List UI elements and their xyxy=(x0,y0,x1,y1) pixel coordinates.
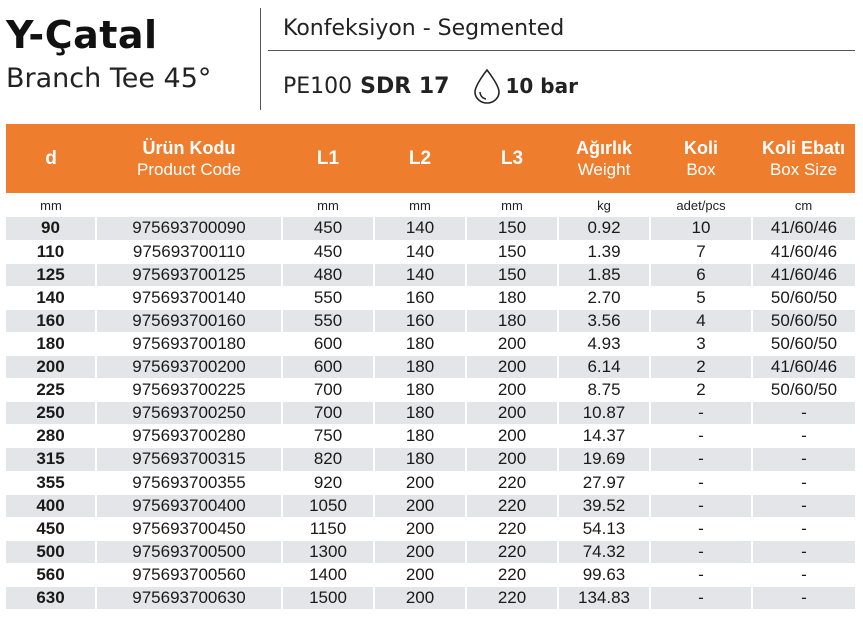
cell-box-size: - xyxy=(752,540,855,563)
table-row xyxy=(6,379,855,402)
cell-box: 10 xyxy=(650,217,752,240)
cell-product-code: 975693700315 xyxy=(96,448,282,471)
cell-box-size: 50/60/50 xyxy=(752,332,855,355)
cell-l2: 200 xyxy=(374,540,466,563)
cell-box-size: - xyxy=(752,448,855,471)
cell-d: 160 xyxy=(6,309,96,332)
cell-box-size: - xyxy=(752,563,855,586)
cell-box-size: 50/60/50 xyxy=(752,286,855,309)
cell-box: 2 xyxy=(650,356,752,379)
product-table xyxy=(6,124,855,610)
table-row xyxy=(6,309,855,332)
cell-box-size: 41/60/46 xyxy=(752,217,855,240)
unit-cell: mm xyxy=(40,197,62,213)
col-header-box: Koli Box xyxy=(684,137,718,179)
col-header-weight: Ağırlık Weight xyxy=(575,137,632,179)
cell-box: 7 xyxy=(650,240,752,263)
cell-d: 315 xyxy=(6,448,96,471)
cell-l3: 150 xyxy=(466,217,558,240)
col-header-product-code: Ürün Kodu Product Code xyxy=(137,137,241,179)
col-header-l3: L3 xyxy=(500,147,524,169)
cell-product-code: 975693700090 xyxy=(96,217,282,240)
cell-l1: 600 xyxy=(282,356,374,379)
unit-cell: adet/pcs xyxy=(676,197,726,213)
table-row xyxy=(6,263,855,286)
cell-box-size: 41/60/46 xyxy=(752,240,855,263)
cell-l1: 820 xyxy=(282,448,374,471)
col-header-d: d xyxy=(45,147,57,169)
cell-box-size: - xyxy=(752,587,855,610)
table-row xyxy=(6,563,855,586)
cell-d: 180 xyxy=(6,332,96,355)
cell-d: 280 xyxy=(6,425,96,448)
cell-l2: 140 xyxy=(374,240,466,263)
unit-cell: cm xyxy=(794,197,813,213)
table-row xyxy=(6,517,855,540)
cell-l3: 220 xyxy=(466,517,558,540)
cell-product-code: 975693700180 xyxy=(96,332,282,355)
cell-l1: 920 xyxy=(282,471,374,494)
cell-d: 110 xyxy=(6,240,96,263)
col-header-l2: L2 xyxy=(408,147,432,169)
table-row xyxy=(6,494,855,517)
cell-l1: 1050 xyxy=(282,494,374,517)
units-row xyxy=(6,193,855,217)
cell-weight: 8.75 xyxy=(558,379,650,402)
cell-l2: 140 xyxy=(374,217,466,240)
table-row xyxy=(6,240,855,263)
cell-box-size: 50/60/50 xyxy=(752,379,855,402)
table-row xyxy=(6,286,855,309)
cell-box: - xyxy=(650,517,752,540)
unit-cell: kg xyxy=(597,197,611,213)
cell-l1: 1300 xyxy=(282,540,374,563)
cell-l1: 450 xyxy=(282,240,374,263)
cell-box: - xyxy=(650,563,752,586)
cell-l1: 1400 xyxy=(282,563,374,586)
cell-product-code: 975693700225 xyxy=(96,379,282,402)
cell-l2: 180 xyxy=(374,425,466,448)
cell-box: - xyxy=(650,471,752,494)
cell-l1: 480 xyxy=(282,263,374,286)
cell-l3: 180 xyxy=(466,309,558,332)
cell-l2: 200 xyxy=(374,517,466,540)
cell-l3: 200 xyxy=(466,402,558,425)
spec-line xyxy=(283,68,578,104)
cell-d: 90 xyxy=(6,217,96,240)
cell-box: - xyxy=(650,540,752,563)
cell-box: - xyxy=(650,402,752,425)
cell-d: 140 xyxy=(6,286,96,309)
cell-l3: 150 xyxy=(466,240,558,263)
col-header-box-size: Koli Ebatı Box Size xyxy=(761,137,845,179)
cell-d: 630 xyxy=(6,587,96,610)
cell-d: 125 xyxy=(6,263,96,286)
cell-l2: 180 xyxy=(374,379,466,402)
table-row xyxy=(6,448,855,471)
cell-l1: 1500 xyxy=(282,587,374,610)
cell-weight: 14.37 xyxy=(558,425,650,448)
cell-product-code: 975693700250 xyxy=(96,402,282,425)
cell-d: 200 xyxy=(6,356,96,379)
cell-l2: 160 xyxy=(374,286,466,309)
page-title: Y-Çatal xyxy=(6,13,158,57)
cell-weight: 39.52 xyxy=(558,494,650,517)
cell-l1: 550 xyxy=(282,309,374,332)
cell-product-code: 975693700200 xyxy=(96,356,282,379)
cell-l1: 1150 xyxy=(282,517,374,540)
cell-l3: 200 xyxy=(466,425,558,448)
col-header-l1: L1 xyxy=(316,147,340,169)
cell-box: 4 xyxy=(650,309,752,332)
cell-l1: 450 xyxy=(282,217,374,240)
cell-d: 560 xyxy=(6,563,96,586)
cell-l1: 700 xyxy=(282,379,374,402)
table-header-row xyxy=(6,124,855,193)
sdr-label: SDR 17 xyxy=(360,73,450,99)
table-row xyxy=(6,540,855,563)
cell-d: 250 xyxy=(6,402,96,425)
unit-cell: mm xyxy=(317,197,339,213)
pressure-label: 10 bar xyxy=(505,74,578,98)
cell-l2: 200 xyxy=(374,471,466,494)
cell-d: 400 xyxy=(6,494,96,517)
cell-l3: 200 xyxy=(466,332,558,355)
cell-l3: 200 xyxy=(466,448,558,471)
cell-product-code: 975693700280 xyxy=(96,425,282,448)
cell-l3: 220 xyxy=(466,587,558,610)
cell-box: 5 xyxy=(650,286,752,309)
unit-cell xyxy=(96,193,282,217)
horizontal-divider xyxy=(268,50,855,51)
table-row xyxy=(6,402,855,425)
vertical-divider xyxy=(260,8,261,110)
cell-l2: 180 xyxy=(374,402,466,425)
cell-product-code: 975693700500 xyxy=(96,540,282,563)
cell-product-code: 975693700140 xyxy=(96,286,282,309)
cell-l3: 150 xyxy=(466,263,558,286)
cell-l2: 200 xyxy=(374,587,466,610)
cell-d: 225 xyxy=(6,379,96,402)
cell-weight: 2.70 xyxy=(558,286,650,309)
cell-l3: 220 xyxy=(466,540,558,563)
cell-product-code: 975693700630 xyxy=(96,587,282,610)
cell-l2: 180 xyxy=(374,356,466,379)
cell-weight: 19.69 xyxy=(558,448,650,471)
cell-l2: 200 xyxy=(374,494,466,517)
cell-weight: 1.85 xyxy=(558,263,650,286)
table-row xyxy=(6,217,855,240)
cell-box: - xyxy=(650,425,752,448)
table-row xyxy=(6,471,855,494)
cell-box: 6 xyxy=(650,263,752,286)
water-drop-icon xyxy=(472,68,502,104)
cell-l3: 220 xyxy=(466,494,558,517)
cell-l3: 180 xyxy=(466,286,558,309)
material-label: PE100 xyxy=(283,73,353,99)
cell-l1: 750 xyxy=(282,425,374,448)
cell-weight: 54.13 xyxy=(558,517,650,540)
cell-l3: 200 xyxy=(466,356,558,379)
cell-d: 355 xyxy=(6,471,96,494)
cell-weight: 1.39 xyxy=(558,240,650,263)
title-block xyxy=(6,10,256,96)
cell-d: 450 xyxy=(6,517,96,540)
cell-weight: 74.32 xyxy=(558,540,650,563)
cell-l3: 220 xyxy=(466,471,558,494)
cell-d: 500 xyxy=(6,540,96,563)
unit-cell: mm xyxy=(501,197,523,213)
cell-product-code: 975693700160 xyxy=(96,309,282,332)
cell-product-code: 975693700560 xyxy=(96,563,282,586)
cell-box: 3 xyxy=(650,332,752,355)
cell-box-size: - xyxy=(752,517,855,540)
cell-l3: 220 xyxy=(466,563,558,586)
table-body xyxy=(6,217,855,610)
cell-product-code: 975693700400 xyxy=(96,494,282,517)
cell-l1: 550 xyxy=(282,286,374,309)
cell-l2: 160 xyxy=(374,309,466,332)
page-subtitle: Branch Tee 45° xyxy=(6,63,212,94)
cell-box-size: - xyxy=(752,425,855,448)
table-row xyxy=(6,587,855,610)
cell-product-code: 975693700125 xyxy=(96,263,282,286)
cell-l2: 140 xyxy=(374,263,466,286)
cell-box: - xyxy=(650,587,752,610)
cell-box-size: 50/60/50 xyxy=(752,309,855,332)
cell-weight: 99.63 xyxy=(558,563,650,586)
cell-weight: 27.97 xyxy=(558,471,650,494)
cell-box-size: - xyxy=(752,402,855,425)
cell-box-size: - xyxy=(752,471,855,494)
cell-box-size: 41/60/46 xyxy=(752,356,855,379)
cell-product-code: 975693700110 xyxy=(96,240,282,263)
cell-box-size: - xyxy=(752,494,855,517)
cell-box: - xyxy=(650,494,752,517)
table-row xyxy=(6,356,855,379)
cell-l1: 700 xyxy=(282,402,374,425)
cell-weight: 10.87 xyxy=(558,402,650,425)
unit-cell: mm xyxy=(409,197,431,213)
cell-weight: 0.92 xyxy=(558,217,650,240)
cell-weight: 4.93 xyxy=(558,332,650,355)
cell-weight: 6.14 xyxy=(558,356,650,379)
cell-l2: 200 xyxy=(374,563,466,586)
cell-box-size: 41/60/46 xyxy=(752,263,855,286)
table-row xyxy=(6,425,855,448)
cell-l2: 180 xyxy=(374,448,466,471)
cell-box: 2 xyxy=(650,379,752,402)
cell-l2: 180 xyxy=(374,332,466,355)
cell-product-code: 975693700355 xyxy=(96,471,282,494)
konfeksiyon-label: Konfeksiyon - Segmented xyxy=(283,16,565,41)
cell-product-code: 975693700450 xyxy=(96,517,282,540)
cell-weight: 134.83 xyxy=(558,587,650,610)
cell-l3: 200 xyxy=(466,379,558,402)
cell-box: - xyxy=(650,448,752,471)
cell-weight: 3.56 xyxy=(558,309,650,332)
cell-l1: 600 xyxy=(282,332,374,355)
table-row xyxy=(6,332,855,355)
